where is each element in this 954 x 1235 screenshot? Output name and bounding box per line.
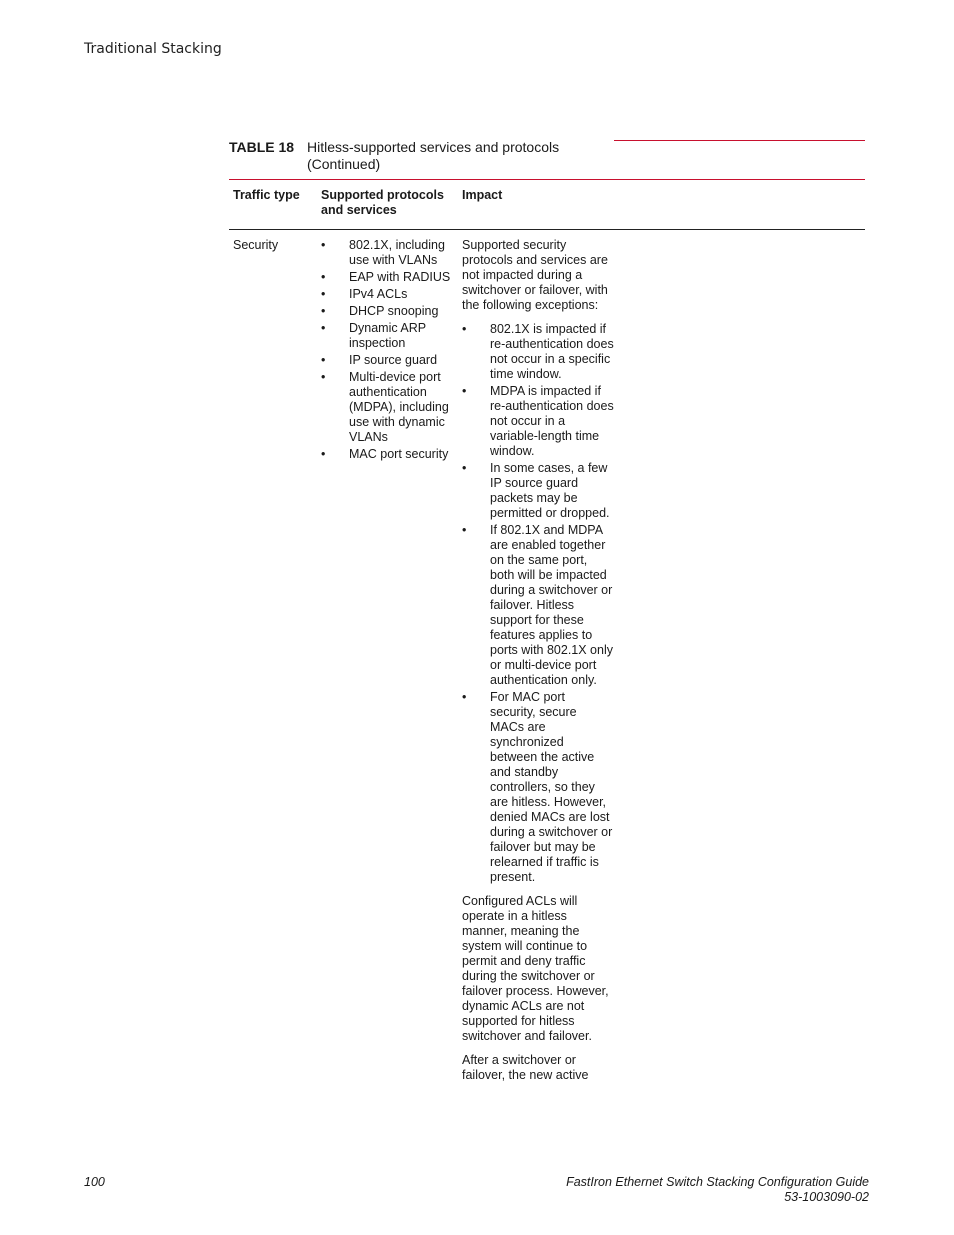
doc-number: 53-1003090-02 — [784, 1190, 869, 1204]
bullet-mark: • — [462, 523, 467, 537]
header-traffic-type: Traffic type — [233, 188, 300, 202]
page-number: 100 — [84, 1175, 105, 1189]
header-protocols: Supported protocols and services — [321, 188, 444, 217]
cell-impact — [462, 238, 614, 1092]
bullet-mark: • — [321, 353, 326, 367]
bullet-mark: • — [321, 287, 326, 301]
table-label: TABLE 18 — [229, 139, 295, 155]
bullet-mark: • — [462, 322, 467, 336]
protocol-item — [321, 287, 454, 302]
header-impact: Impact — [462, 188, 503, 202]
impact-item-text: MDPA is impacted if re-authentication does not occur in a variable-length time window. — [490, 384, 614, 458]
protocol-item-text: IP source guard — [349, 353, 438, 367]
protocol-item-text: EAP with RADIUS — [349, 270, 451, 284]
protocol-item — [321, 447, 454, 462]
protocol-item-text: 802.1X, including use with VLANs — [349, 238, 445, 267]
header-rule-top — [229, 179, 865, 180]
bullet-mark: • — [321, 447, 326, 461]
impact-item — [462, 523, 614, 688]
impact-last-paragraph: After a switchover or failover, the new active — [462, 1053, 589, 1082]
impact-item — [462, 461, 614, 521]
bullet-mark: • — [321, 370, 326, 384]
running-head: Traditional Stacking — [84, 41, 222, 57]
impact-item-text: 802.1X is impacted if re-authentication does not occur in a specific time window. — [490, 322, 614, 381]
footer-title — [566, 1175, 869, 1205]
protocol-item — [321, 370, 454, 445]
protocol-list — [321, 238, 454, 462]
guide-title: FastIron Ethernet Switch Stacking Configuration Guide — [566, 1175, 869, 1189]
header-rule-bottom — [229, 229, 865, 230]
impact-acl-paragraph: Configured ACLs will operate in a hitless manner, meaning the system will continue to permit and deny traffic during the switchover or failover process. However, dynamic ACLs are not supported for hitless switchover and failover. — [462, 894, 609, 1043]
protocol-item-text: Multi-device port authentication (MDPA), including use with dynamic VLANs — [349, 370, 449, 444]
impact-item — [462, 322, 614, 382]
protocol-item-text: IPv4 ACLs — [349, 287, 408, 301]
cell-protocols — [321, 238, 454, 464]
protocol-item — [321, 304, 454, 319]
protocol-item-text: MAC port security — [349, 447, 449, 461]
impact-item-text: For MAC port security, secure MACs are synchronized between the active and standby controllers, so they are hitless. However, denied MACs are lost during a switchover or failover but may be relearned if traffic is present. — [490, 690, 613, 884]
bullet-mark: • — [321, 304, 326, 318]
impact-item — [462, 384, 614, 459]
impact-item — [462, 690, 614, 885]
protocol-item-text: Dynamic ARP inspection — [349, 321, 426, 350]
caption-rule-top — [614, 140, 865, 141]
bullet-mark: • — [321, 270, 326, 284]
impact-item-text: If 802.1X and MDPA are enabled together on the same port, both will be impacted during a switchover or failover. Hitless support for these features applies to ports with 802.1X only or multi-device port authentication only. — [490, 523, 613, 687]
protocol-item-text: DHCP snooping — [349, 304, 439, 318]
table-title: Hitless-supported services and protocols (Continued) — [307, 139, 560, 172]
bullet-mark: • — [462, 690, 467, 704]
bullet-mark: • — [321, 238, 326, 252]
protocol-item — [321, 353, 454, 368]
impact-item-text: In some cases, a few IP source guard packets may be permitted or dropped. — [490, 461, 610, 520]
protocol-item — [321, 270, 454, 285]
cell-traffic-type: Security — [233, 238, 279, 252]
bullet-mark: • — [462, 461, 467, 475]
impact-list — [462, 322, 614, 885]
bullet-mark: • — [462, 384, 467, 398]
protocol-item — [321, 238, 454, 268]
bullet-mark: • — [321, 321, 326, 335]
impact-intro: Supported security protocols and services are not impacted during a switchover or failover, with the following exceptions: — [462, 238, 608, 312]
protocol-item — [321, 321, 454, 351]
